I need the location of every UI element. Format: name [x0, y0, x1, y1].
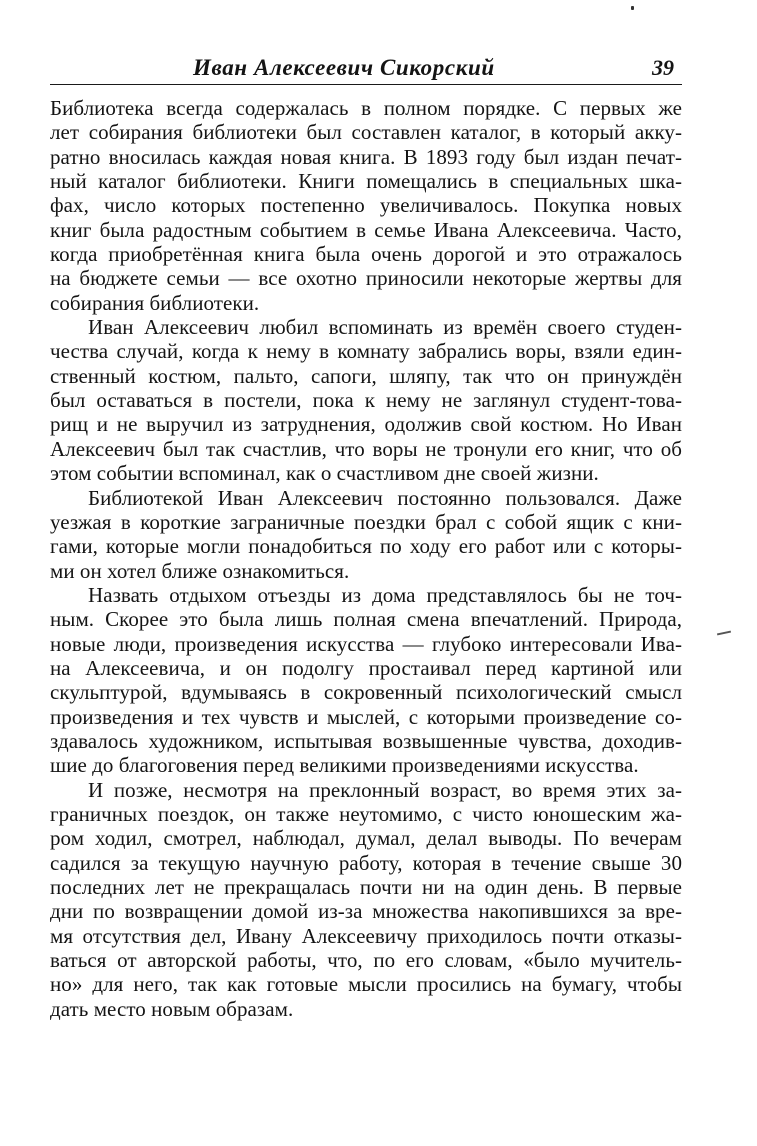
text-line: рищ и не выручил из затруднения, одолжив свой костюм. Но Иван: [50, 412, 682, 437]
paragraph: [50, 486, 682, 583]
text-line: фах, число которых постепенно увеличивалось. Покупка новых: [50, 193, 682, 218]
text-line: И позже, несмотря на преклонный возраст, во время этих за-: [88, 777, 682, 802]
text-line: садился за текущую научную работу, которая в течение свыше 30: [50, 850, 682, 875]
text-line: мя отсутствия дел, Ивану Алексеевичу приходилось почти отказы-: [50, 923, 682, 948]
text-line: ратно вносилась каждая новая книга. В 1893 году был издан печат-: [50, 144, 682, 169]
text-line: дать место новым образам.: [50, 996, 294, 1021]
text-line: на Алексеевича, и он подолгу простаивал перед картиной или: [50, 655, 682, 680]
text-line: Иван Алексеевич любил вспоминать из времён своего студен-: [88, 315, 682, 340]
text-line: этом событии вспоминал, как о счастливом дне своей жизни.: [50, 461, 599, 486]
text-line: был оставаться в постели, пока к нему не заглянул студент-това-: [50, 388, 682, 413]
text-line: книг была радостным событием в семье Ивана Алексеевича. Часто,: [50, 217, 682, 242]
text-line: но» для него, так как готовые мысли просились на бумагу, чтобы: [50, 972, 682, 997]
text-line: ми он хотел ближе ознакомиться.: [50, 558, 350, 583]
paragraph: [50, 583, 682, 778]
text-line: когда приобретённая книга была очень дорогой и это отражалось: [50, 242, 682, 267]
text-line: ный каталог библиотеки. Книги помещались в специальных шка-: [50, 169, 682, 194]
text-line: шие до благоговения перед великими произведениями искусства.: [50, 753, 639, 778]
paragraph: [50, 778, 682, 1021]
text-line: чества случай, когда к нему в комнату забрались воры, взяли един-: [50, 339, 682, 364]
text-line: уезжая в короткие заграничные поездки брал с собой ящик с кни-: [50, 509, 682, 534]
text-line: граничных поездок, он также неутомимо, с чисто юношеским жа-: [50, 801, 682, 826]
text-line: лет собирания библиотеки был составлен каталог, в который акку-: [50, 120, 682, 145]
print-speck: [717, 631, 731, 636]
text-line: Алексеевич был так счастлив, что воры не тронули его книг, что об: [50, 436, 682, 461]
text-line: на бюджете семьи — все охотно приносили некоторые жертвы для: [50, 266, 682, 291]
text-line: дни по возвращении домой из-за множества накопившихся за вре-: [50, 899, 682, 924]
paragraph: [50, 315, 682, 485]
text-line: Библиотекой Иван Алексеевич постоянно пользовался. Даже: [88, 485, 682, 510]
book-page: [50, 0, 682, 1146]
text-line: Назвать отдыхом отъезды из дома представлялось бы не точ-: [88, 582, 682, 607]
text-line: ром ходил, смотрел, наблюдал, думал, делал выводы. По вечерам: [50, 826, 682, 851]
running-header: [50, 54, 682, 85]
text-line: скульптурой, вдумываясь в сокровенный психологический смысл: [50, 680, 682, 705]
page-number: 39: [652, 55, 674, 80]
text-line: ным. Скорее это была лишь полная смена впечатлений. Природа,: [50, 607, 682, 632]
paragraph: [50, 96, 682, 315]
text-line: гами, которые могли понадобиться по ходу его работ или с которы-: [50, 534, 682, 559]
text-line: собирания библиотеки.: [50, 290, 260, 315]
text-line: последних лет не прекращалась почти ни на один день. В первые: [50, 875, 682, 899]
text-line: произведения и тех чувств и мыслей, с которыми произведение со-: [50, 704, 682, 729]
body-text: [50, 96, 682, 1021]
running-title: Иван Алексеевич Сикорский: [193, 55, 495, 80]
text-line: Библиотека всегда содержалась в полном порядке. С первых же: [50, 96, 682, 120]
text-line: ваться от авторской работы, что, по его словам, «было мучитель-: [50, 948, 682, 973]
text-line: ственный костюм, пальто, сапоги, шляпу, так что он принуждён: [50, 363, 682, 388]
text-line: здавалось художником, испытывая возвышенные чувства, доходив-: [50, 728, 682, 753]
text-line: новые люди, произведения искусства — глубоко интересовали Ива-: [50, 631, 682, 656]
